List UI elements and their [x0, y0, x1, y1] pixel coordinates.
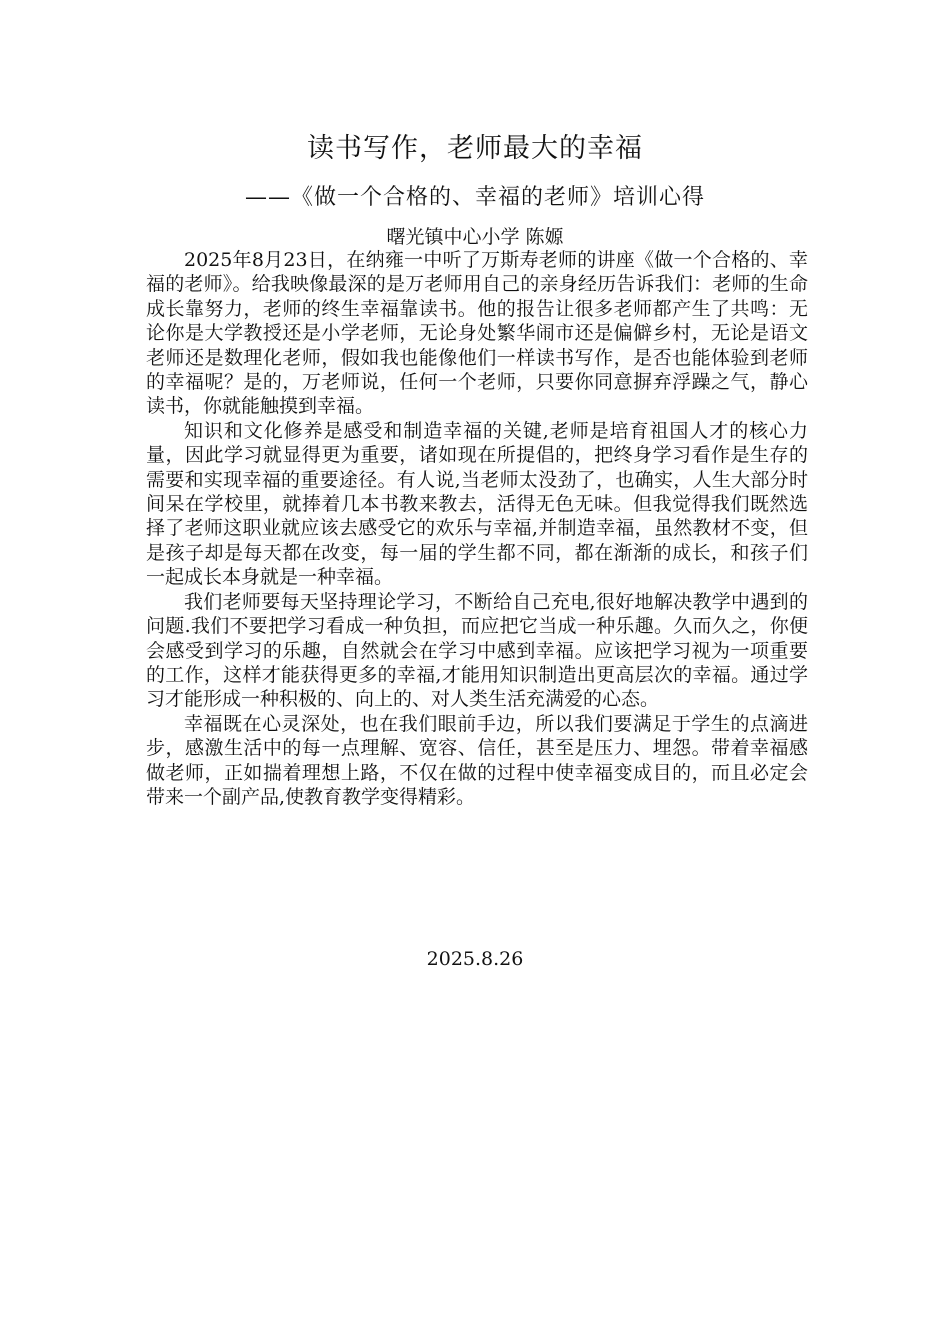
- document-date: 2025.8.26: [426, 948, 524, 970]
- body-paragraph-3: 我们老师要每天坚持理论学习，不断给自己充电,很好地解决教学中遇到的问题.我们不要把学习看成一种负担，而应把它当成一种乐趣。久而久之，你便会感受到学习的乐趣，自然就会在学习中感到幸福。应该把学习视为一项重要的工作，这样才能获得更多的幸福,才能用知识制造出更高层次的幸福。通过学习才能形成一种积极的、向上的、对人类生活充满爱的心态。: [146, 590, 808, 711]
- body-paragraph-2: 知识和文化修养是感受和制造幸福的关键,老师是培育祖国人才的核心力量，因此学习就显得更为重要，诸如现在所提倡的，把终身学习看作是生存的需要和实现幸福的重要途径。有人说,当老师太没劲了，也确实，人生大部分时间呆在学校里，就捧着几本书教来教去，活得无色无味。但我觉得我们既然选择了老师这职业就应该去感受它的欢乐与幸福,并制造幸福，虽然教材不变，但是孩子却是每天都在改变，每一届的学生都不同，都在渐渐的成长，和孩子们一起成长本身就是一种幸福。: [146, 419, 808, 589]
- document-title: 读书写作，老师最大的幸福: [307, 133, 643, 164]
- author-line: 曙光镇中心小学 陈嫄: [386, 226, 564, 248]
- body-paragraph-1: 2025年8月23日，在纳雍一中听了万斯寿老师的讲座《做一个合格的、幸福的老师》。给我映像最深的是万老师用自己的亲身经历告诉我们：老师的生命成长靠努力，老师的终生幸福靠读书。他的报告让很多老师都产生了共鸣：无论你是大学教授还是小学老师，无论身处繁华闹市还是偏僻乡村，无论是语文老师还是数理化老师，假如我也能像他们一样读书写作，是否也能体验到老师的幸福呢？是的，万老师说，任何一个老师，只要你同意摒弃浮躁之气，静心读书，你就能触摸到幸福。: [146, 249, 808, 418]
- body-paragraph-4: 幸福既在心灵深处，也在我们眼前手边，所以我们要满足于学生的点滴进步，感激生活中的每一点理解、宽容、信任，甚至是压力、埋怨。带着幸福感做老师，正如揣着理想上路，不仅在做的过程中使幸福变成目的，而且必定会带来一个副产品,使教育教学变得精彩。: [146, 712, 808, 808]
- document-subtitle: ——《做一个合格的、幸福的老师》培训心得: [244, 185, 705, 210]
- document-body: [146, 248, 808, 809]
